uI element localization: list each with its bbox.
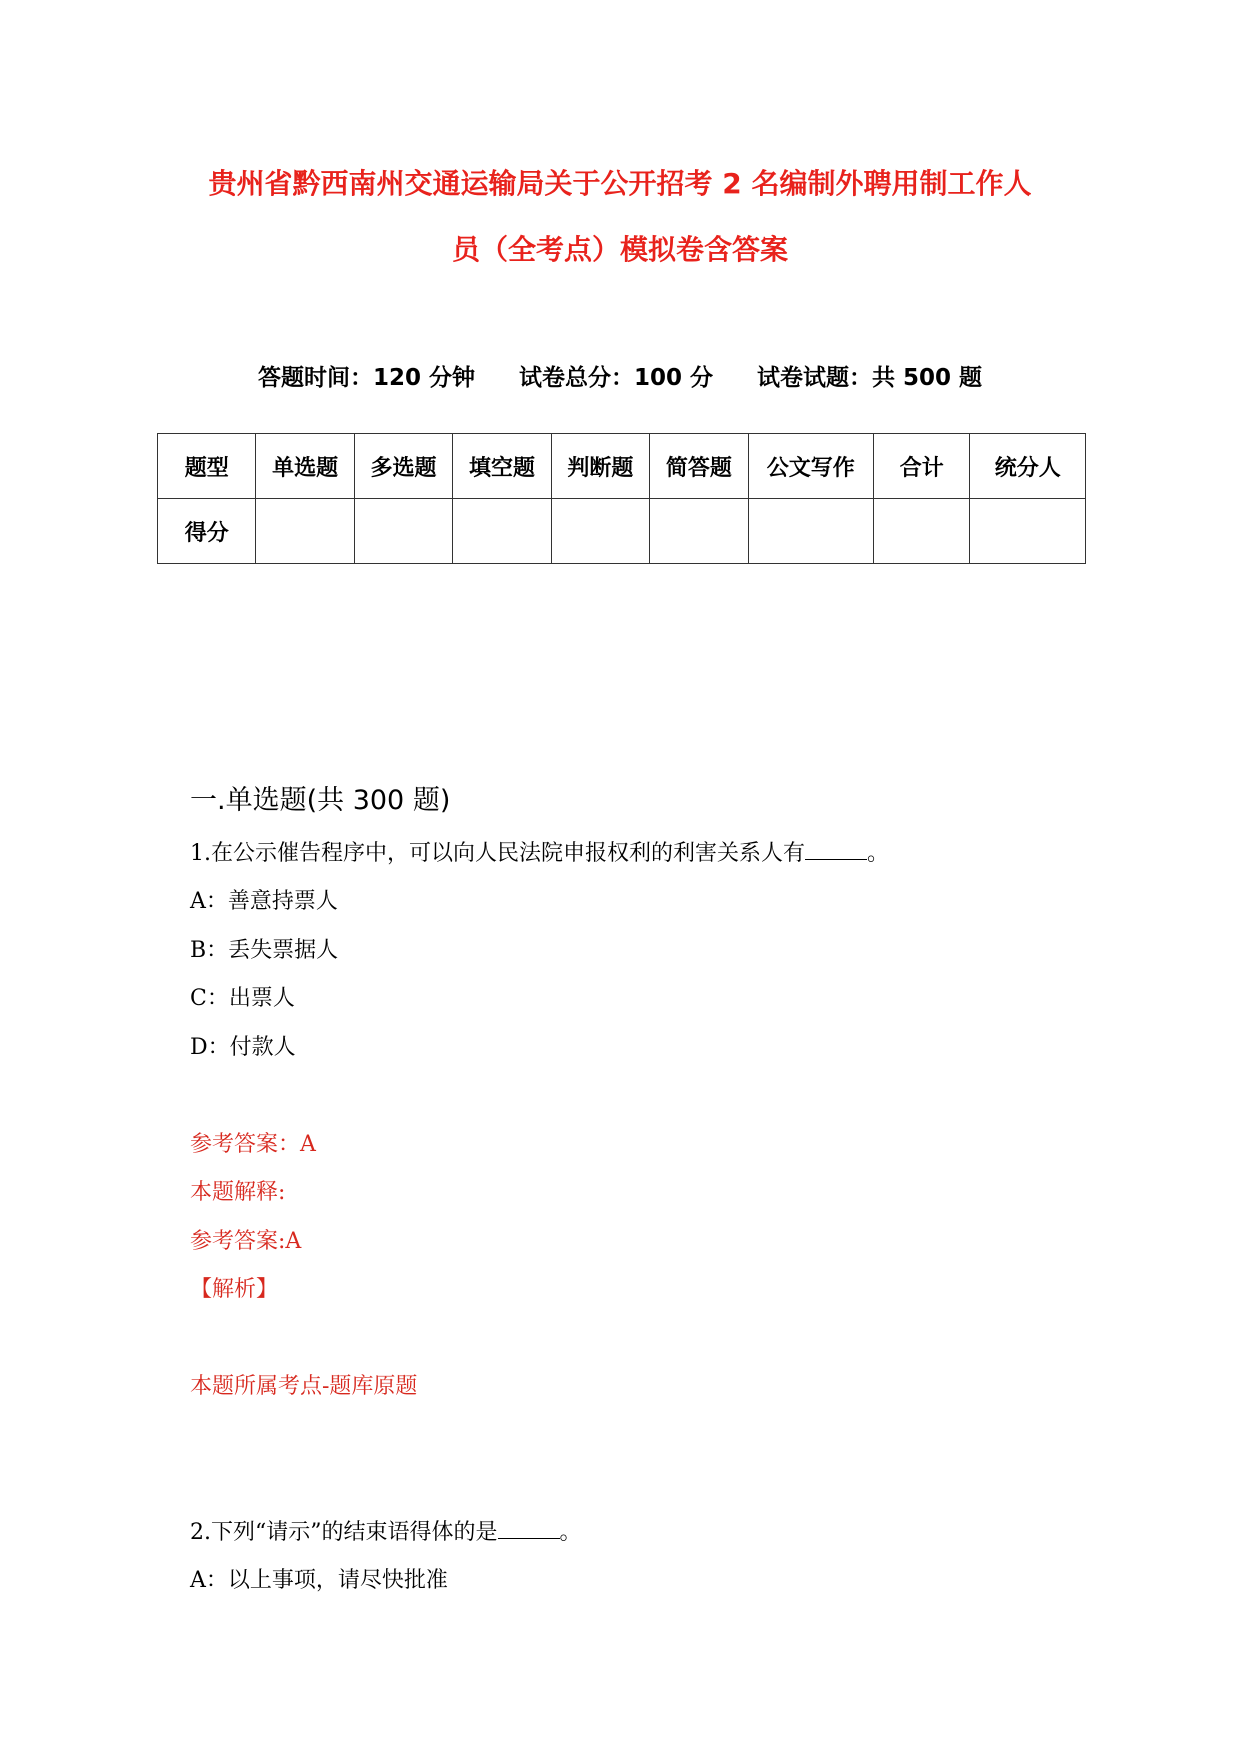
- score-table-score-row: [158, 499, 1086, 564]
- table-header-cell: 简答题: [650, 434, 748, 499]
- option-b: B：丢失票据人: [190, 938, 339, 963]
- section-title: 一.单选题(共 300 题): [190, 785, 451, 816]
- question-stem-end: 。: [559, 1520, 582, 1545]
- score-cell: [551, 499, 649, 564]
- score-cell: [453, 499, 551, 564]
- table-header-cell: 合计: [874, 434, 970, 499]
- table-header-cell: 题型: [158, 434, 256, 499]
- answer-blank: [805, 839, 867, 860]
- table-header-cell: 单选题: [256, 434, 354, 499]
- table-header-cell: 公文写作: [748, 434, 874, 499]
- question-source: 本题所属考点-题库原题: [190, 1374, 418, 1399]
- question-stem-text: 2.下列“请示”的结束语得体的是: [190, 1520, 498, 1545]
- option-a: A：善意持票人: [190, 889, 338, 914]
- option-a: A：以上事项，请尽快批准: [190, 1568, 448, 1593]
- table-row-label: 得分: [158, 499, 256, 564]
- answer-blank: [498, 1518, 560, 1539]
- question-stem: [190, 836, 889, 867]
- question-stem-end: 。: [867, 841, 890, 866]
- option-c: C：出票人: [190, 986, 295, 1011]
- exam-info: [0, 359, 1240, 392]
- reference-answer-2: 参考答案:A: [190, 1229, 302, 1254]
- table-header-cell: 判断题: [551, 434, 649, 499]
- score-cell: [970, 499, 1086, 564]
- option-d: D：付款人: [190, 1035, 296, 1060]
- exam-time: 答题时间：120 分钟: [257, 365, 475, 391]
- score-table: [157, 433, 1086, 564]
- analysis-label: 【解析】: [190, 1277, 279, 1302]
- explanation-label: 本题解释:: [190, 1180, 286, 1205]
- question-stem-text: 1.在公示催告程序中，可以向人民法院申报权利的利害关系人有: [190, 841, 805, 866]
- score-cell: [874, 499, 970, 564]
- reference-answer: 参考答案：A: [190, 1132, 316, 1157]
- score-cell: [748, 499, 874, 564]
- score-cell: [256, 499, 354, 564]
- document-title-line-2: 员（全考点）模拟卷含答案: [451, 233, 788, 266]
- score-cell: [354, 499, 452, 564]
- score-cell: [650, 499, 748, 564]
- table-header-cell: 填空题: [453, 434, 551, 499]
- exam-total-score: 试卷总分：100 分: [518, 365, 714, 391]
- table-header-cell: 多选题: [354, 434, 452, 499]
- document-title-line-1: 贵州省黔西南州交通运输局关于公开招考 2 名编制外聘用制工作人: [208, 167, 1032, 200]
- exam-question-count: 试卷试题：共 500 题: [757, 365, 983, 391]
- question-stem: [190, 1515, 582, 1546]
- table-header-cell: 统分人: [970, 434, 1086, 499]
- score-table-header-row: [158, 434, 1086, 499]
